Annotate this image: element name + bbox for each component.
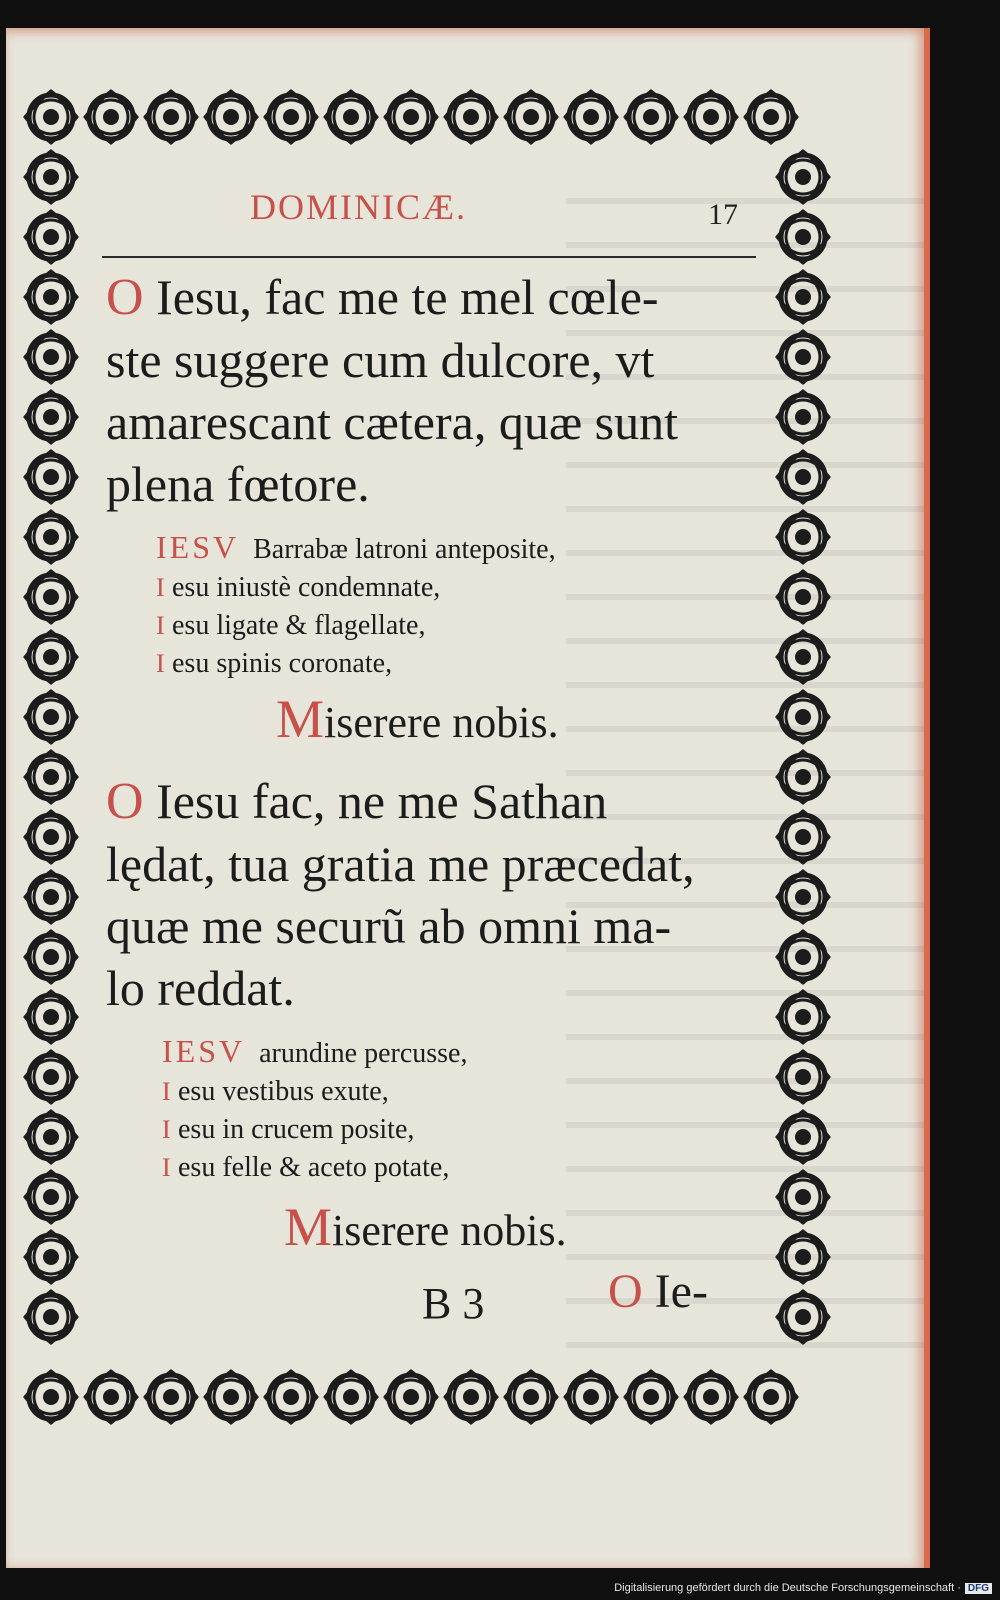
litany-line: I esu ligate & flagellate, — [156, 610, 426, 641]
border-motif — [385, 91, 437, 143]
border-motif — [777, 871, 829, 923]
litany-block-2 — [162, 1032, 467, 1187]
border-motif — [777, 991, 829, 1043]
paragraph-line: amarescant cætera, quæ sunt — [106, 394, 679, 450]
litany-line: I esu felle & aceto potate, — [162, 1152, 450, 1183]
border-motif — [145, 91, 197, 143]
border-motif — [777, 751, 829, 803]
paragraph-line: lędat, tua gratia me præcedat, — [106, 836, 695, 892]
border-motif — [777, 511, 829, 563]
border-motif — [505, 91, 557, 143]
litany-lead: IESV — [162, 1033, 246, 1069]
border-motif — [385, 1371, 437, 1423]
border-motif — [745, 1371, 797, 1423]
border-motif — [777, 691, 829, 743]
paragraph-line: O Iesu, fac me te mel cœle- — [106, 269, 659, 326]
litany-block-1 — [156, 528, 556, 683]
border-motif — [777, 1231, 829, 1283]
border-motif — [685, 91, 737, 143]
border-motif — [145, 1371, 197, 1423]
border-motif — [565, 1371, 617, 1423]
paragraph-line: plena fœtore. — [106, 456, 370, 512]
border-motif — [25, 631, 77, 683]
dfg-logo: DFG — [965, 1583, 992, 1594]
response-1: Miserere nobis. — [276, 689, 559, 749]
border-motif — [325, 1371, 377, 1423]
border-motif — [625, 91, 677, 143]
border-motif — [25, 811, 77, 863]
border-motif — [745, 91, 797, 143]
border-motif — [625, 1371, 677, 1423]
litany-lead: IESV — [156, 529, 240, 565]
border-motif — [445, 91, 497, 143]
prayer-paragraph-2 — [106, 770, 756, 1019]
litany-line: I esu vestibus exute, — [162, 1076, 389, 1107]
litany-line: I esu spinis coronate, — [156, 648, 393, 679]
border-motif — [777, 271, 829, 323]
page-title: DOMINICÆ. — [250, 187, 468, 227]
border-motif — [85, 1371, 137, 1423]
folio-number: 17 — [708, 198, 738, 231]
border-motif — [777, 571, 829, 623]
paragraph-line: quæ me securũ ab omni ma- — [106, 898, 672, 954]
border-motif — [265, 91, 317, 143]
response-2: Miserere nobis. — [284, 1197, 567, 1257]
border-motif — [777, 631, 829, 683]
border-motif — [25, 1371, 77, 1423]
drop-initial: O — [106, 773, 144, 830]
digitization-credit: Digitalisierung gefördert durch die Deutsche Forschungsgemeinschaft · DFG — [614, 1582, 992, 1594]
border-motif — [25, 991, 77, 1043]
border-motif — [25, 451, 77, 503]
border-motif — [777, 151, 829, 203]
paragraph-line: ste suggere cum dulcore, vt — [106, 332, 655, 388]
border-motif — [25, 931, 77, 983]
signature-mark: B 3 — [422, 1279, 485, 1328]
border-motif — [25, 871, 77, 923]
litany-line: I esu in crucem posite, — [162, 1114, 415, 1145]
catchword: O Ie- — [608, 1265, 708, 1318]
border-motif — [25, 151, 77, 203]
border-motif — [25, 1291, 77, 1343]
border-motif — [25, 1051, 77, 1103]
border-motif — [777, 1291, 829, 1343]
border-motif — [85, 91, 137, 143]
border-motif — [25, 751, 77, 803]
border-motif — [325, 91, 377, 143]
border-motif — [205, 91, 257, 143]
border-motif — [777, 1171, 829, 1223]
border-motif — [685, 1371, 737, 1423]
border-motif — [25, 211, 77, 263]
border-motif — [25, 331, 77, 383]
border-motif — [25, 1231, 77, 1283]
border-motif — [25, 1171, 77, 1223]
border-motif — [25, 391, 77, 443]
border-motif — [25, 691, 77, 743]
border-motif — [265, 1371, 317, 1423]
border-motif — [777, 1111, 829, 1163]
border-motif — [777, 391, 829, 443]
border-motif — [777, 931, 829, 983]
border-motif — [25, 271, 77, 323]
border-motif — [25, 1111, 77, 1163]
border-motif — [777, 211, 829, 263]
border-motif — [205, 1371, 257, 1423]
border-motif — [25, 571, 77, 623]
border-motif — [565, 91, 617, 143]
border-motif — [25, 511, 77, 563]
header-rule — [102, 256, 756, 258]
litany-line: I esu iniustè condemnate, — [156, 572, 441, 603]
paragraph-line: lo reddat. — [106, 960, 295, 1016]
litany-line: IESV Barrabæ latroni anteposite, — [156, 529, 556, 565]
paragraph-line: O Iesu fac, ne me Sathan — [106, 773, 608, 830]
drop-initial: O — [106, 269, 144, 326]
border-motif — [777, 1051, 829, 1103]
border-motif — [25, 91, 77, 143]
litany-line: IESV arundine percusse, — [162, 1033, 468, 1069]
book-page — [6, 28, 930, 1568]
prayer-paragraph-1 — [106, 266, 756, 515]
border-motif — [777, 331, 829, 383]
border-motif — [777, 811, 829, 863]
border-motif — [777, 451, 829, 503]
border-motif — [505, 1371, 557, 1423]
border-motif — [445, 1371, 497, 1423]
